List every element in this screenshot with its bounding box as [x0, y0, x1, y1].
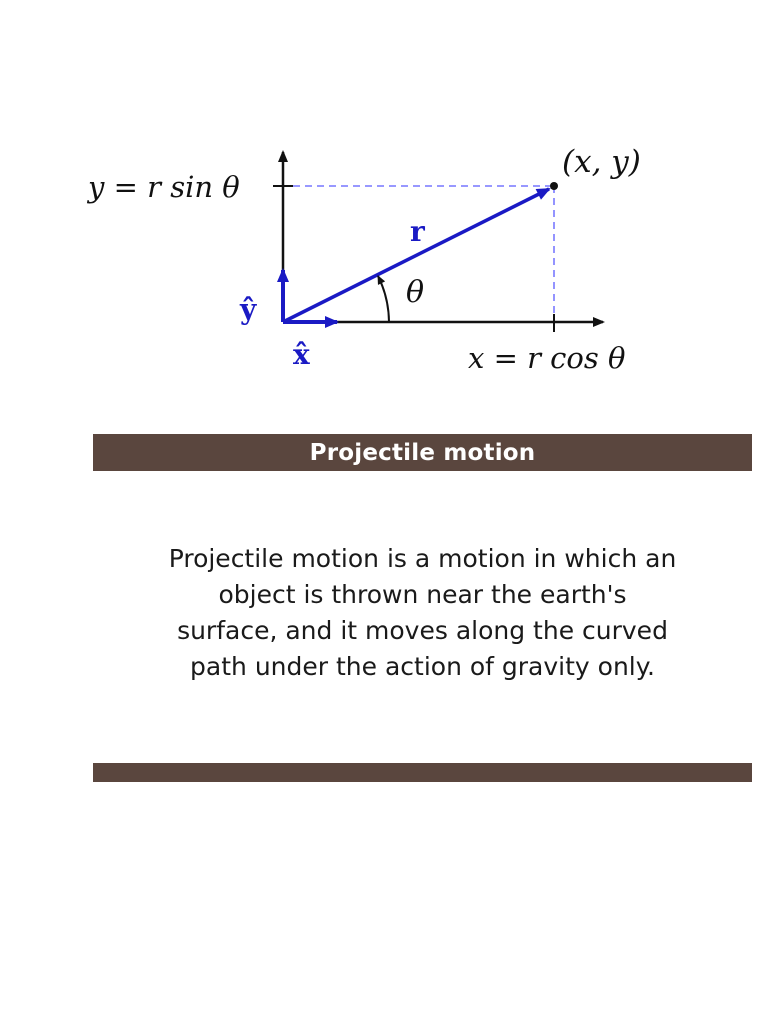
y-equation-label: y = r sin θ: [88, 170, 240, 204]
polar-coordinates-diagram: [0, 0, 768, 420]
point-marker: [550, 182, 558, 190]
slide-title: Projectile motion: [309, 439, 536, 466]
definition-line: surface, and it moves along the curved: [177, 616, 668, 645]
x-hat-label: x̂: [293, 338, 310, 371]
slide-title-bar: [93, 434, 752, 471]
angle-theta-label: θ: [406, 275, 425, 310]
definition-line: Projectile motion is a motion in which an: [168, 544, 677, 573]
slide-body: [93, 471, 752, 763]
vector-r-label: r: [410, 215, 425, 248]
definition-line: path under the action of gravity only.: [190, 652, 655, 681]
point-label: (x, y): [562, 144, 641, 180]
angle-arc: [378, 276, 389, 322]
slide-bottom-bar: [93, 763, 752, 782]
definition-line: object is thrown near the earth's: [218, 580, 627, 609]
y-hat-label: ŷ: [240, 293, 257, 326]
x-equation-label: x = r cos θ: [468, 341, 626, 375]
definition-text: [93, 541, 752, 685]
